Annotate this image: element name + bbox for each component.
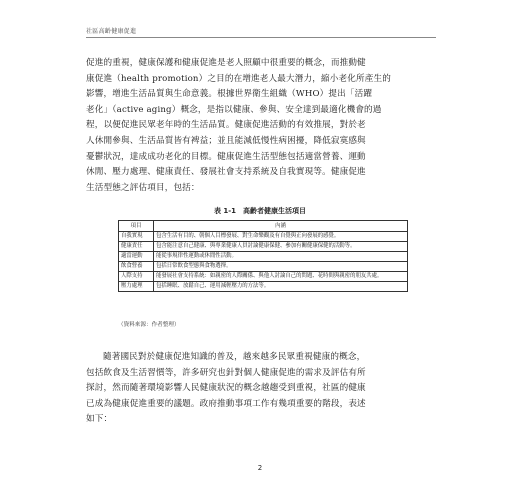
intro-line: 憂鬱狀況，達成成功老化的目標。健康促進生活型態包括適當營養、運動 [86,151,366,162]
intro-line: 程，以便促進民眾老年時的生活品質。健康促進活動的有效推展，對於老 [86,120,366,131]
page-number: 2 [257,464,263,472]
intro-line: 老化」（active aging）概念，是指以健康、參與、安全達到最適化機會的過 [86,104,382,115]
table-source-note: （資料來源：作者整理） [118,322,180,328]
paragraph-line: 已成為健康促進重要的議題。政府推動事項工作有幾項重要的階段，表述 [86,398,366,409]
row-item-cell: 飲食營養 [119,262,154,272]
running-header: 社區高齡健康促進 [86,28,137,35]
table-row [119,282,408,292]
row-content-cell: 包含生活有目的、朝個人目標發展、對生命樂觀及有自覺與正向發展的感覺。 [154,232,408,242]
column-header-content: 內涵 [154,221,408,232]
row-content-cell: 能從事規律性運動或休閒性活動。 [154,252,408,262]
table-row [119,242,408,252]
column-header-item: 項目 [119,221,154,232]
paragraph-line: 包括飲食及生活習慣等，許多研究也針對個人健康促進的需求及評估有所 [86,367,366,378]
paragraph-line: 隨著國民對於健康促進知識的普及，越來越多民眾重視健康的概念， [103,352,366,362]
intro-paragraph [86,56,436,196]
intro-line: 休閒、壓力處理、健康責任、發展社會支持系統及自我實現等。健康促進 [86,167,366,178]
table-row [119,252,408,262]
table-header-row [119,221,408,232]
second-paragraph [86,350,436,428]
table-row [119,272,408,282]
row-content-cell: 包括睡眠、放鬆自己、運用減輕壓力的方法等。 [154,282,408,292]
row-item-cell: 人際支持 [119,272,154,282]
intro-line: 生活型態之評估項目，包括： [86,182,200,193]
row-item-cell: 自我實現 [119,232,154,242]
intro-line: 康促進（health promotion）之目的在增進老人最大潛力，縮小老化所產生的 [86,73,391,84]
table-caption: 表 1-1 高齡者健康生活項目 [213,207,307,215]
row-content-cell: 包括日常飲食型態與食物選擇。 [154,262,408,272]
row-content-cell: 能發展社會支持系統：如親密的人際關係、與他人討論自己的問題、花時間與親密的朋友共處。 [154,272,408,282]
health-items-table [118,220,408,292]
paragraph-line: 如下： [86,414,113,425]
intro-line: 影響，增進生活品質與生命意義。根據世界衛生組織（WHO）提出「活躍 [86,89,373,100]
row-item-cell: 健康責任 [119,242,154,252]
row-content-cell: 包含能注意自己健康、與專業健康人員討論健康保健、參加有關健康保健的活動等。 [154,242,408,252]
row-item-cell: 適當運動 [119,252,154,262]
intro-line: 人休閒參與、生活品質皆有裨益；並且能減低慢性病困擾，降低寂寞感與 [86,135,366,146]
table-row [119,262,408,272]
header-divider [86,37,436,38]
row-item-cell: 壓力處理 [119,282,154,292]
table-row [119,232,408,242]
intro-line: 促進的重視，健康保護和健康促進是老人照顧中很重要的概念，而推動健 [86,58,366,68]
paragraph-line: 探討，然而隨著環境影響人民健康狀況的概念越趨受到重視，社區的健康 [86,383,366,394]
